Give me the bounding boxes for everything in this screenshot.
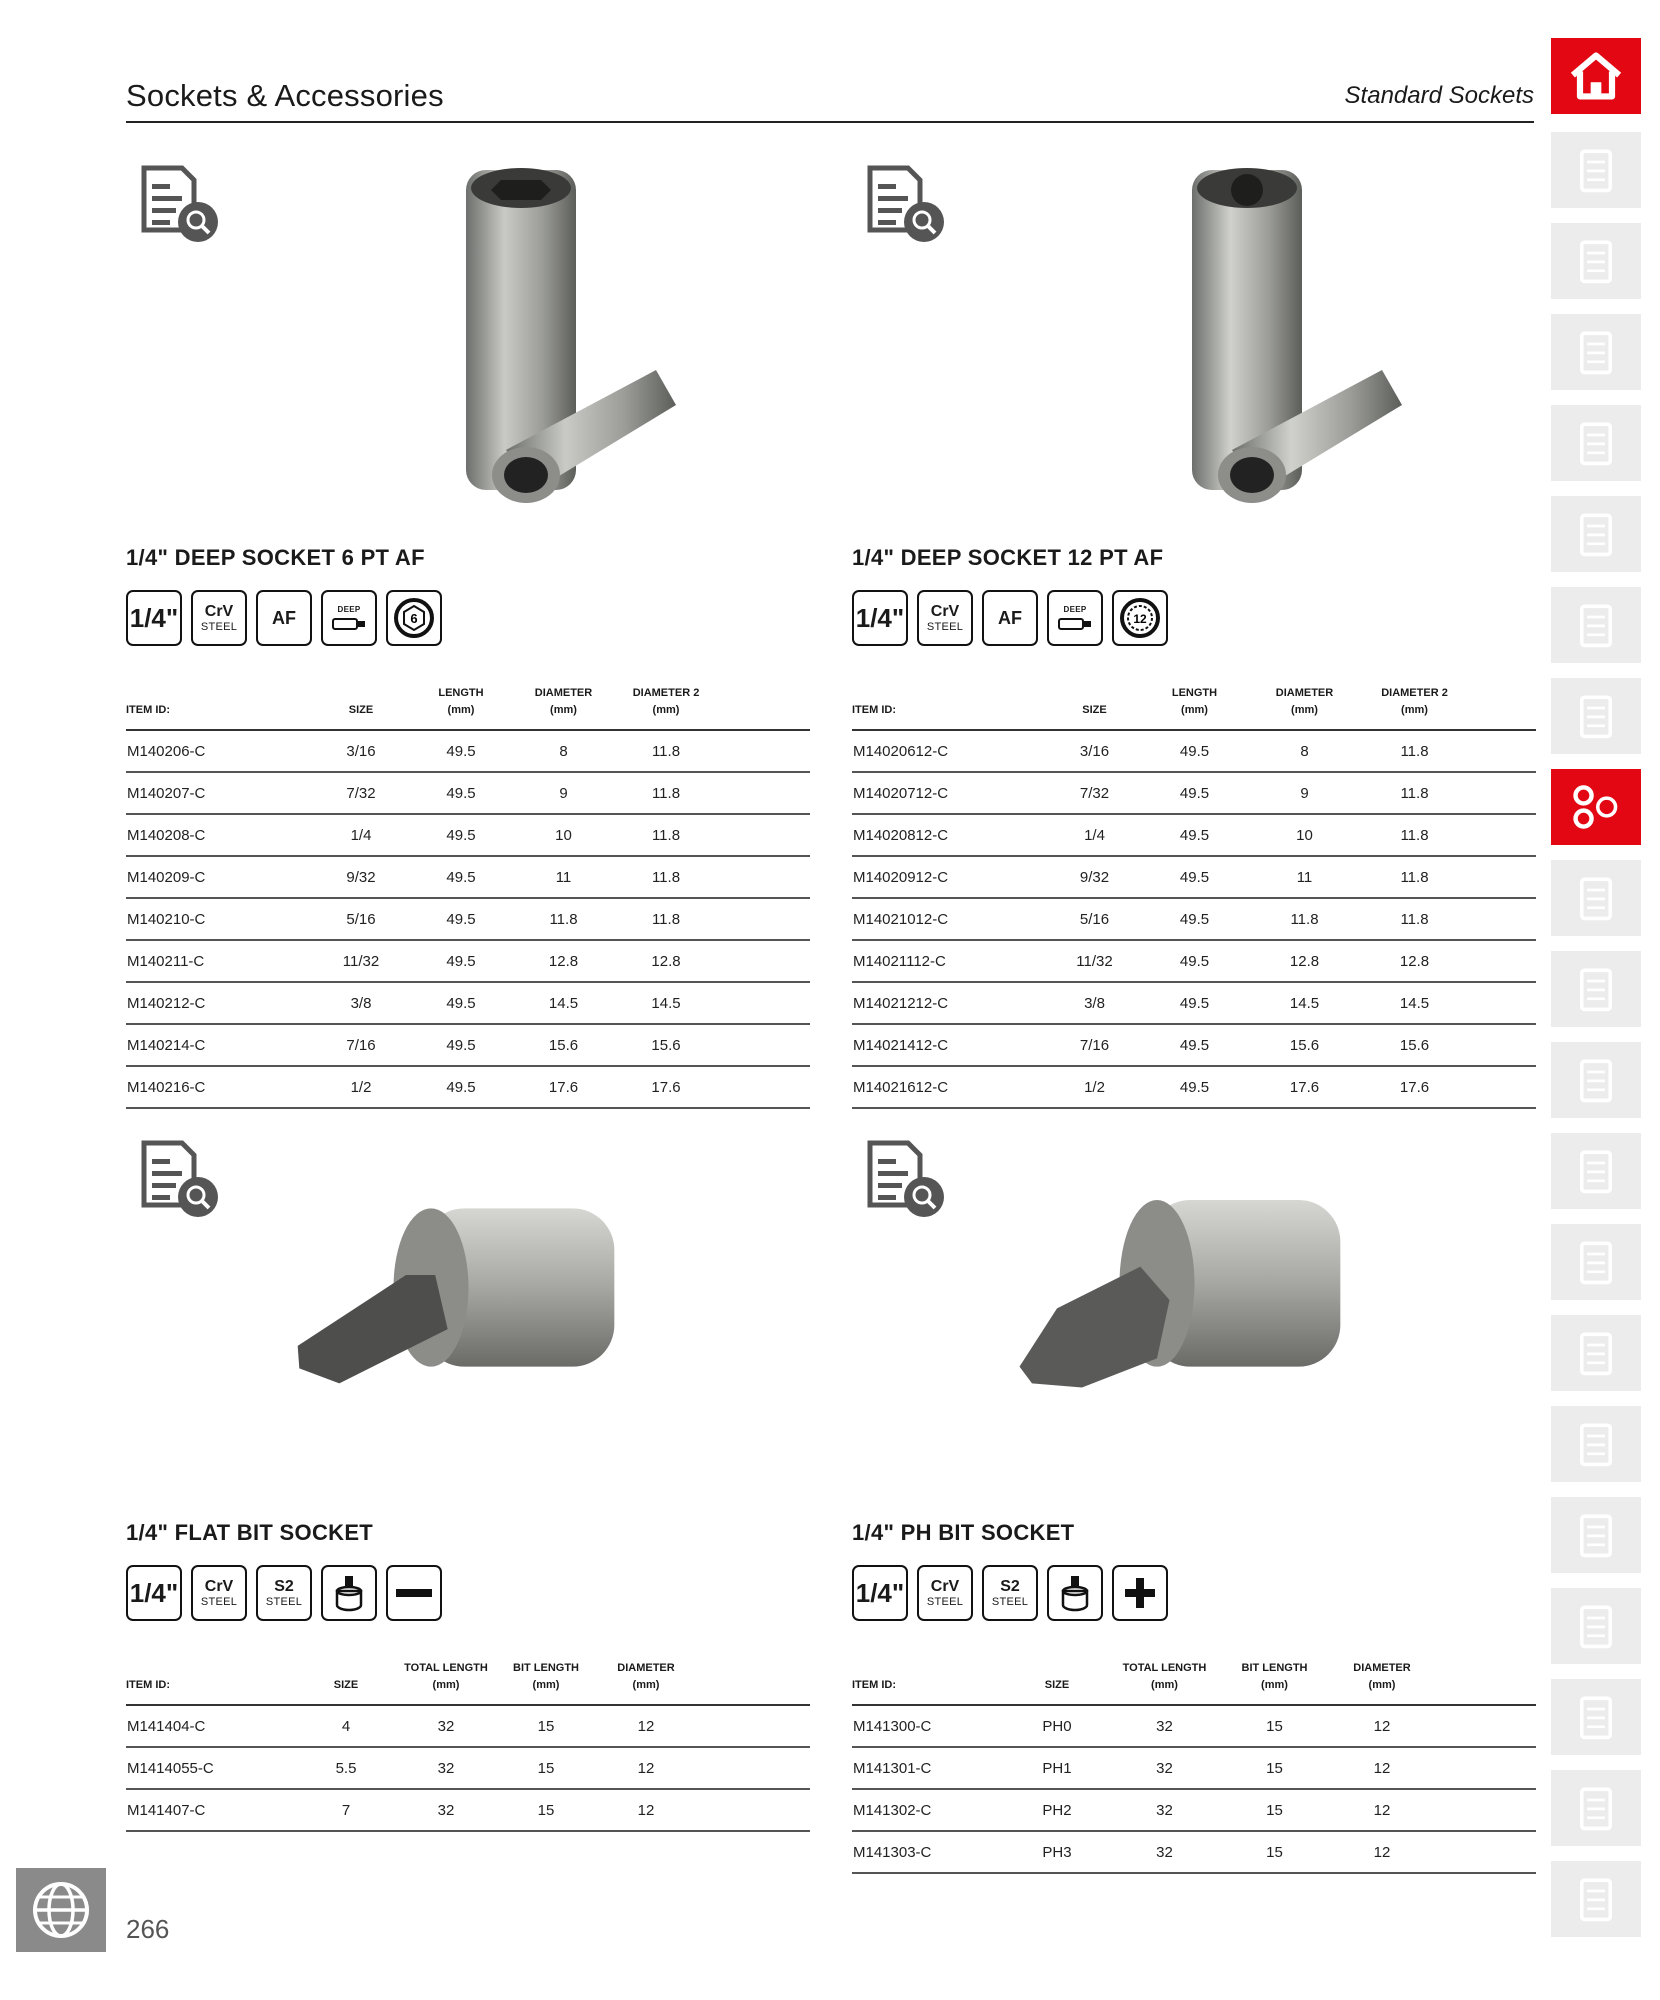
table-cell: 49.5 <box>1142 730 1247 772</box>
table-cell: 15 <box>506 1747 586 1789</box>
tape-measure-icon <box>1564 1594 1628 1658</box>
table-cell: 4 <box>306 1705 386 1747</box>
table-cell: 12 <box>1317 1831 1447 1873</box>
table-row <box>852 1789 1536 1831</box>
af-badge: AF <box>256 590 312 646</box>
table-cell: 49.5 <box>1142 772 1247 814</box>
feature-badges <box>852 590 1168 646</box>
col-length: LENGTH (mm) <box>406 685 516 730</box>
table-row <box>852 1024 1536 1066</box>
col-diameter: DIAMETER (mm) <box>1247 685 1362 730</box>
col-diameter: DIAMETER (mm) <box>1317 1660 1447 1705</box>
table-cell: 17.6 <box>1362 1066 1467 1108</box>
table-cell: 49.5 <box>1142 898 1247 940</box>
table-cell: 49.5 <box>1142 814 1247 856</box>
table-cell: 49.5 <box>406 730 516 772</box>
col-size: SIZE <box>306 1660 386 1705</box>
svg-text:6: 6 <box>410 611 418 626</box>
table-cell: 15.6 <box>516 1024 611 1066</box>
col-item-id: ITEM ID: <box>126 685 316 730</box>
table-cell: 11.8 <box>611 856 721 898</box>
gears-chain-icon <box>1564 1685 1628 1749</box>
sidebar-item-electrical-warning[interactable] <box>1551 1406 1641 1482</box>
bits-icon <box>1564 1139 1628 1203</box>
spec-table <box>126 1660 810 1832</box>
sidebar-item-tool-tray[interactable] <box>1551 223 1641 299</box>
table-cell: 12.8 <box>1247 940 1362 982</box>
product-title: 1/4" DEEP SOCKET 6 PT AF <box>126 545 425 570</box>
sidebar-item-tool-tray-2[interactable] <box>1551 405 1641 481</box>
table-cell: 15 <box>1232 1747 1317 1789</box>
item-id-cell: M14021012-C <box>852 898 1047 940</box>
category-sidebar <box>1551 38 1641 1952</box>
table-cell: 11 <box>1247 856 1362 898</box>
home-icon <box>1564 44 1628 108</box>
wrench-set-icon <box>1564 502 1628 566</box>
sidebar-item-home[interactable] <box>1551 38 1641 114</box>
sidebar-item-socket-wrench[interactable] <box>1551 678 1641 754</box>
crv-steel-badge: CrV STEEL <box>917 1565 973 1621</box>
table-cell: 3/16 <box>316 730 406 772</box>
table-row <box>852 814 1536 856</box>
item-id-cell: M140209-C <box>126 856 316 898</box>
sidebar-item-screwdriver-2[interactable] <box>1551 1042 1641 1118</box>
item-id-cell: M140206-C <box>126 730 316 772</box>
socket-wrench-icon <box>1564 684 1628 748</box>
table-row <box>852 856 1536 898</box>
table-cell: 11.8 <box>1362 898 1467 940</box>
table-cell: 32 <box>1097 1705 1232 1747</box>
sidebar-item-bits[interactable] <box>1551 1133 1641 1209</box>
sidebar-item-tape-measure[interactable] <box>1551 1588 1641 1664</box>
item-id-cell: M140214-C <box>126 1024 316 1066</box>
table-row <box>126 856 810 898</box>
table-cell: 11.8 <box>1247 898 1362 940</box>
table-cell: 9/32 <box>316 856 406 898</box>
table-row <box>126 1747 810 1789</box>
col-size: SIZE <box>1047 685 1142 730</box>
table-cell: 1/2 <box>1047 1066 1142 1108</box>
datasheet-search-icon[interactable] <box>862 160 952 246</box>
drive-size-badge: 1/4" <box>126 1565 182 1621</box>
product-title: 1/4" FLAT BIT SOCKET <box>126 1520 374 1545</box>
table-cell: PH0 <box>1017 1705 1097 1747</box>
hex-keys-icon <box>1564 1230 1628 1294</box>
tool-cabinet-icon <box>1564 138 1628 202</box>
item-id-cell: M14021412-C <box>852 1024 1047 1066</box>
table-cell: 3/8 <box>316 982 406 1024</box>
table-cell: 12 <box>1317 1747 1447 1789</box>
table-cell: 5/16 <box>1047 898 1142 940</box>
page-title: Sockets & Accessories <box>126 78 444 113</box>
table-cell: 10 <box>516 814 611 856</box>
drawer-cabinet-icon <box>1564 593 1628 657</box>
table-cell: 49.5 <box>1142 856 1247 898</box>
page-number: 266 <box>126 1914 170 1944</box>
col-diameter-2: DIAMETER 2 (mm) <box>611 685 721 730</box>
table-cell: 49.5 <box>406 856 516 898</box>
sidebar-item-sockets[interactable] <box>1551 769 1641 845</box>
table-cell: 15 <box>506 1705 586 1747</box>
table-cell: 32 <box>386 1747 506 1789</box>
item-id-cell: M14020712-C <box>852 772 1047 814</box>
table-cell: 17.6 <box>516 1066 611 1108</box>
table-cell: 49.5 <box>1142 982 1247 1024</box>
table-cell: 17.6 <box>611 1066 721 1108</box>
table-cell: 14.5 <box>1247 982 1362 1024</box>
table-cell: 15.6 <box>1247 1024 1362 1066</box>
table-row <box>852 982 1536 1024</box>
svg-text:12: 12 <box>1133 612 1147 626</box>
gears-icon <box>1564 1776 1628 1840</box>
table-body <box>852 730 1536 1108</box>
table-row <box>852 898 1536 940</box>
table-body <box>852 1705 1536 1873</box>
table-cell: 11.8 <box>611 730 721 772</box>
table-cell: PH1 <box>1017 1747 1097 1789</box>
item-id-cell: M14020912-C <box>852 856 1047 898</box>
table-cell: 11.8 <box>1362 814 1467 856</box>
item-id-cell: M14021112-C <box>852 940 1047 982</box>
table-row <box>126 1789 810 1831</box>
table-cell: 14.5 <box>1362 982 1467 1024</box>
table-cell: 49.5 <box>1142 1066 1247 1108</box>
drive-size-badge: 1/4" <box>852 590 908 646</box>
table-cell: 49.5 <box>406 940 516 982</box>
col-item-id: ITEM ID: <box>852 1660 1017 1705</box>
sidebar-item-drawer-cabinet[interactable] <box>1551 587 1641 663</box>
table-cell: 14.5 <box>516 982 611 1024</box>
flat-bit-socket-image <box>246 1175 666 1475</box>
item-id-cell: M141404-C <box>126 1705 306 1747</box>
table-cell: 49.5 <box>406 1024 516 1066</box>
sidebar-item-wrench-set[interactable] <box>1551 496 1641 572</box>
table-row <box>126 1705 810 1747</box>
spec-table <box>852 1660 1536 1874</box>
6-point-badge <box>386 590 442 646</box>
page-subtitle: Standard Sockets <box>1344 82 1534 109</box>
item-id-cell: M140212-C <box>126 982 316 1024</box>
spanner-icon <box>1564 957 1628 1021</box>
table-cell: 1/4 <box>316 814 406 856</box>
table-row <box>852 1066 1536 1108</box>
col-diameter: DIAMETER (mm) <box>516 685 611 730</box>
table-cell: 12 <box>586 1789 706 1831</box>
table-cell: 12 <box>586 1705 706 1747</box>
table-row <box>852 730 1536 772</box>
product-title: 1/4" PH BIT SOCKET <box>852 1520 1075 1545</box>
table-cell: 10 <box>1247 814 1362 856</box>
table-cell: PH3 <box>1017 1831 1097 1873</box>
col-total-length: TOTAL LENGTH (mm) <box>386 1660 506 1705</box>
col-bit-length: BIT LENGTH (mm) <box>506 1660 586 1705</box>
table-row <box>126 1066 810 1108</box>
table-cell: 11.8 <box>516 898 611 940</box>
item-id-cell: M141303-C <box>852 1831 1017 1873</box>
drive-size-badge: 1/4" <box>126 590 182 646</box>
s2-steel-badge: S2 STEEL <box>982 1565 1038 1621</box>
col-item-id: ITEM ID: <box>852 685 1047 730</box>
table-row <box>852 1705 1536 1747</box>
datasheet-search-icon[interactable] <box>136 1135 226 1221</box>
table-row <box>852 1747 1536 1789</box>
table-cell: 9 <box>516 772 611 814</box>
item-id-cell: M140208-C <box>126 814 316 856</box>
pliers-icon <box>1564 1321 1628 1385</box>
screwdriver-icon <box>1564 866 1628 930</box>
deep-socket-12pt-image <box>1002 160 1422 520</box>
sidebar-item-power-drill[interactable] <box>1551 1861 1641 1937</box>
table-cell: 32 <box>1097 1789 1232 1831</box>
table-cell: 11.8 <box>1362 772 1467 814</box>
af-badge: AF <box>982 590 1038 646</box>
table-cell: 32 <box>386 1705 506 1747</box>
deep-socket-icon <box>332 617 366 631</box>
table-cell: 49.5 <box>1142 940 1247 982</box>
item-id-cell: M140211-C <box>126 940 316 982</box>
table-cell: 12 <box>586 1747 706 1789</box>
table-cell: 15.6 <box>611 1024 721 1066</box>
table-cell: 15.6 <box>1362 1024 1467 1066</box>
table-cell: 12 <box>1317 1705 1447 1747</box>
col-bit-length: BIT LENGTH (mm) <box>1232 1660 1317 1705</box>
item-id-cell: M141407-C <box>126 1789 306 1831</box>
table-cell: 1/2 <box>316 1066 406 1108</box>
item-id-cell: M141300-C <box>852 1705 1017 1747</box>
table-cell: 11/32 <box>1047 940 1142 982</box>
crv-steel-badge: CrV STEEL <box>917 590 973 646</box>
globe-icon <box>31 1880 91 1940</box>
product-section-ph-bit <box>852 1135 1536 1875</box>
table-cell: 11.8 <box>1362 856 1467 898</box>
table-row <box>126 730 810 772</box>
table-cell: 32 <box>386 1789 506 1831</box>
sidebar-item-screwdriver[interactable] <box>1551 860 1641 936</box>
table-cell: 11.8 <box>611 814 721 856</box>
table-row <box>126 772 810 814</box>
table-cell: 12.8 <box>516 940 611 982</box>
table-cell: 49.5 <box>406 982 516 1024</box>
sidebar-item-gears-chain[interactable] <box>1551 1679 1641 1755</box>
table-body <box>126 730 810 1108</box>
sidebar-item-gears[interactable] <box>1551 1770 1641 1846</box>
table-cell: 9 <box>1247 772 1362 814</box>
table-cell: 15 <box>1232 1789 1317 1831</box>
item-id-cell: M141301-C <box>852 1747 1017 1789</box>
crv-steel-badge: CrV STEEL <box>191 590 247 646</box>
sidebar-item-tool-cabinet[interactable] <box>1551 132 1641 208</box>
table-cell: 49.5 <box>406 772 516 814</box>
product-section-deep-6pt <box>126 160 810 1100</box>
bit-socket-badge <box>1047 1565 1103 1621</box>
table-row <box>852 940 1536 982</box>
col-diameter-2: DIAMETER 2 (mm) <box>1362 685 1467 730</box>
col-total-length: TOTAL LENGTH (mm) <box>1097 1660 1232 1705</box>
table-cell: 49.5 <box>1142 1024 1247 1066</box>
item-id-cell: M14021212-C <box>852 982 1047 1024</box>
table-cell: 14.5 <box>611 982 721 1024</box>
table-cell: 3/16 <box>1047 730 1142 772</box>
screwdriver-2-icon <box>1564 1048 1628 1112</box>
table-cell: 7/32 <box>1047 772 1142 814</box>
table-cell: 8 <box>516 730 611 772</box>
table-cell: 15 <box>1232 1831 1317 1873</box>
item-id-cell: M1414055-C <box>126 1747 306 1789</box>
tool-tray-2-icon <box>1564 411 1628 475</box>
col-size: SIZE <box>316 685 406 730</box>
deep-socket-badge: DEEP <box>321 590 377 646</box>
table-cell: 11 <box>516 856 611 898</box>
header-divider <box>126 121 1534 123</box>
table-cell: 8 <box>1247 730 1362 772</box>
flat-tip-icon <box>386 1565 442 1621</box>
table-row <box>126 1024 810 1066</box>
table-cell: 49.5 <box>406 1066 516 1108</box>
sockets-icon <box>1564 775 1628 839</box>
deep-socket-badge: DEEP <box>1047 590 1103 646</box>
sidebar-item-tool-chest[interactable] <box>1551 314 1641 390</box>
table-cell: 17.6 <box>1247 1066 1362 1108</box>
table-cell: PH2 <box>1017 1789 1097 1831</box>
table-cell: 12.8 <box>611 940 721 982</box>
table-row <box>126 982 810 1024</box>
table-row <box>852 1831 1536 1873</box>
table-cell: 7/16 <box>316 1024 406 1066</box>
item-id-cell: M140216-C <box>126 1066 316 1108</box>
table-cell: 32 <box>1097 1747 1232 1789</box>
feature-badges <box>126 1565 442 1621</box>
col-size: SIZE <box>1017 1660 1097 1705</box>
sidebar-item-hex-keys[interactable] <box>1551 1224 1641 1300</box>
spec-table <box>852 685 1536 1109</box>
table-row <box>126 814 810 856</box>
col-length: LENGTH (mm) <box>1142 685 1247 730</box>
item-id-cell: M14021612-C <box>852 1066 1047 1108</box>
table-cell: 7/32 <box>316 772 406 814</box>
table-cell: 15 <box>506 1789 586 1831</box>
knife-icon <box>1564 1503 1628 1567</box>
col-item-id: ITEM ID: <box>126 1660 306 1705</box>
sidebar-item-pliers[interactable] <box>1551 1315 1641 1391</box>
datasheet-search-icon[interactable] <box>862 1135 952 1221</box>
tool-chest-icon <box>1564 320 1628 384</box>
table-cell: 5.5 <box>306 1747 386 1789</box>
item-id-cell: M141302-C <box>852 1789 1017 1831</box>
product-title: 1/4" DEEP SOCKET 12 PT AF <box>852 545 1164 570</box>
table-cell: 11/32 <box>316 940 406 982</box>
table-row <box>126 898 810 940</box>
power-drill-icon <box>1564 1867 1628 1931</box>
product-section-flat-bit <box>126 1135 810 1835</box>
table-row <box>852 772 1536 814</box>
table-cell: 32 <box>1097 1831 1232 1873</box>
drive-size-badge: 1/4" <box>852 1565 908 1621</box>
datasheet-search-icon[interactable] <box>136 160 226 246</box>
table-cell: 5/16 <box>316 898 406 940</box>
feature-badges <box>852 1565 1168 1621</box>
sidebar-item-knife[interactable] <box>1551 1497 1641 1573</box>
table-cell: 12.8 <box>1362 940 1467 982</box>
table-cell: 49.5 <box>406 898 516 940</box>
deep-socket-icon <box>1058 617 1092 631</box>
table-row <box>126 940 810 982</box>
table-cell: 11.8 <box>611 898 721 940</box>
table-cell: 15 <box>1232 1705 1317 1747</box>
deep-socket-6pt-image <box>276 160 696 520</box>
ph-bit-socket-image <box>972 1175 1392 1475</box>
item-id-cell: M140210-C <box>126 898 316 940</box>
table-body <box>126 1705 810 1831</box>
table-cell: 9/32 <box>1047 856 1142 898</box>
table-cell: 12 <box>1317 1789 1447 1831</box>
spec-table <box>126 685 810 1109</box>
table-cell: 11.8 <box>611 772 721 814</box>
table-cell: 11.8 <box>1362 730 1467 772</box>
12-point-badge <box>1112 590 1168 646</box>
sidebar-item-spanner[interactable] <box>1551 951 1641 1027</box>
tool-tray-icon <box>1564 229 1628 293</box>
s2-steel-badge: S2 STEEL <box>256 1565 312 1621</box>
feature-badges <box>126 590 442 646</box>
item-id-cell: M14020812-C <box>852 814 1047 856</box>
table-cell: 7 <box>306 1789 386 1831</box>
phillips-tip-icon <box>1112 1565 1168 1621</box>
item-id-cell: M140207-C <box>126 772 316 814</box>
table-cell: 3/8 <box>1047 982 1142 1024</box>
website-button[interactable] <box>16 1868 106 1952</box>
table-cell: 7/16 <box>1047 1024 1142 1066</box>
product-section-deep-12pt <box>852 160 1536 1100</box>
electrical-warning-icon <box>1564 1412 1628 1476</box>
col-diameter: DIAMETER (mm) <box>586 1660 706 1705</box>
table-cell: 1/4 <box>1047 814 1142 856</box>
crv-steel-badge: CrV STEEL <box>191 1565 247 1621</box>
item-id-cell: M14020612-C <box>852 730 1047 772</box>
bit-socket-icon <box>1057 1573 1093 1613</box>
bit-socket-icon <box>331 1573 367 1613</box>
table-cell: 49.5 <box>406 814 516 856</box>
bit-socket-badge <box>321 1565 377 1621</box>
